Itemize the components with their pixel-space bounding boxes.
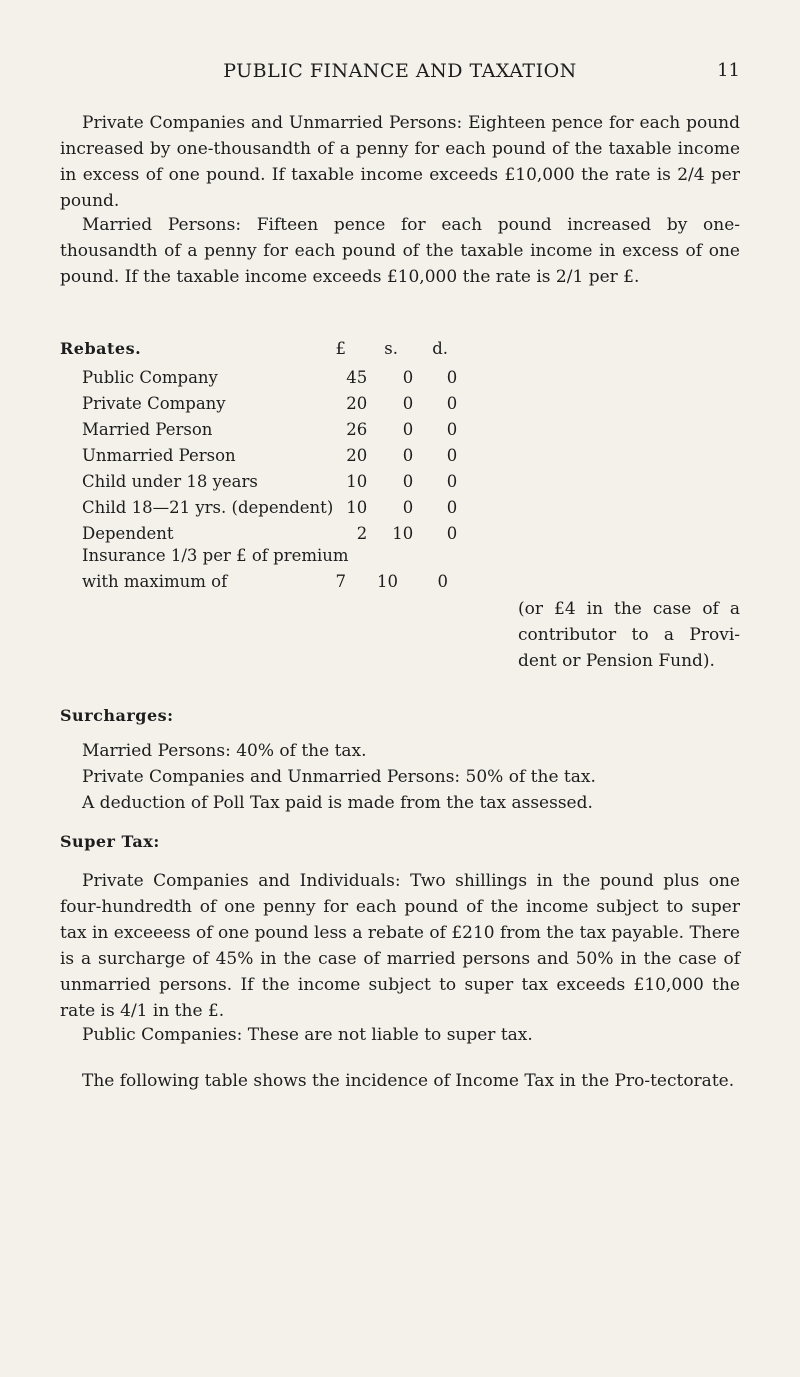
column-shillings: s.: [384, 339, 398, 358]
fund-note: (or £4 in the case of a contributor to a Provi-dent or Pension Fund).: [518, 599, 740, 671]
running-title: PUBLIC FINANCE AND TAXATION: [223, 60, 577, 82]
paragraph-super-tax: Private Companies and Individuals: Two shillings in the pound plus one four-hundredth of one penny for each pound of the income subject to super tax in exceeess of one pound less a rebate of £210 from the tax payable. There is a surcharge of 45% in the case of married persons and 50% in the case of unmarried persons. If the income subject to super tax exceeds £10,000 the rate is 4/1 in the £.: [60, 871, 740, 1021]
rebate-row: [60, 364, 457, 390]
rebate-shillings: 0: [402, 445, 414, 465]
page-header: [0, 60, 800, 88]
rebate-row: [60, 520, 457, 546]
column-pounds: £: [335, 339, 346, 358]
rebate-shillings: 0: [402, 393, 414, 413]
rebate-label: Married Person: [82, 419, 213, 439]
rebate-row: [60, 442, 457, 468]
surcharge-line-deduction: A deduction of Poll Tax paid is made from the tax assessed.: [82, 793, 593, 813]
paragraph-public-companies: Public Companies: These are not liable to super tax.: [82, 1025, 533, 1045]
surcharge-line-married: Married Persons: 40% of the tax.: [82, 741, 367, 761]
rebate-pence: 0: [446, 393, 458, 413]
rebate-shillings: 0: [402, 367, 414, 387]
insurance-label: Insurance 1/3 per £ of premium: [82, 546, 349, 565]
super-tax-heading: Super Tax:: [60, 832, 160, 851]
rebate-pounds: 10: [346, 497, 368, 517]
rebate-pounds: 45: [346, 367, 368, 387]
rebate-row: [60, 390, 457, 416]
rebate-row: [60, 494, 457, 520]
rebate-shillings: 10: [392, 523, 414, 543]
rebate-pence: 0: [446, 497, 458, 517]
rebate-pence: 0: [446, 523, 458, 543]
paragraph-following-table: The following table shows the incidence of Income Tax in the Pro-tectorate.: [82, 1071, 735, 1091]
maximum-shillings: 10: [377, 572, 398, 591]
rebate-pence: 0: [446, 419, 458, 439]
rebate-row: [60, 416, 457, 442]
paragraph-married: Married Persons: Fifteen pence for each pound increased by one-thousandth of a penny for each pound of the taxable income in excess of one pound. If the taxable income exceeds £10,000 the rate is 2/1 per £.: [60, 215, 740, 287]
rebates-heading: Rebates.: [60, 339, 142, 358]
paragraph-private-unmarried: Private Companies and Unmarried Persons: Eighteen pence for each pound increased by one-thousandth of a penny for each pound of the taxable income in excess of one pound. If taxable income exceeds £10,000 the rate is 2/4 per pound.: [60, 113, 740, 211]
rebate-label: Child under 18 years: [82, 471, 258, 491]
rebate-pounds: 20: [346, 445, 368, 465]
rebate-pence: 0: [446, 367, 458, 387]
rebate-pounds: 26: [346, 419, 368, 439]
rebate-row: [60, 468, 457, 494]
rebate-label: Unmarried Person: [82, 445, 236, 465]
maximum-label: with maximum of: [82, 572, 228, 591]
rebate-shillings: 0: [402, 419, 414, 439]
page-number: 11: [717, 60, 740, 81]
rebate-shillings: 0: [402, 471, 414, 491]
rebate-pence: 0: [446, 471, 458, 491]
rebates-table: [60, 364, 457, 546]
surcharge-line-private: Private Companies and Unmarried Persons: 50% of the tax.: [82, 767, 596, 787]
rebate-shillings: 0: [402, 497, 414, 517]
rebate-pounds: 20: [346, 393, 368, 413]
rebate-label: Private Company: [82, 393, 226, 413]
surcharges-heading: Surcharges:: [60, 706, 174, 725]
rebate-label: Dependent: [82, 523, 174, 543]
rebate-label: Public Company: [82, 367, 218, 387]
rebate-pounds: 2: [356, 523, 368, 543]
maximum-pounds: 7: [335, 572, 346, 591]
maximum-pence: 0: [437, 572, 448, 591]
rebate-pence: 0: [446, 445, 458, 465]
rebate-pounds: 10: [346, 471, 368, 491]
column-pence: d.: [432, 339, 448, 358]
rebate-label: Child 18—21 yrs. (dependent): [82, 497, 334, 517]
